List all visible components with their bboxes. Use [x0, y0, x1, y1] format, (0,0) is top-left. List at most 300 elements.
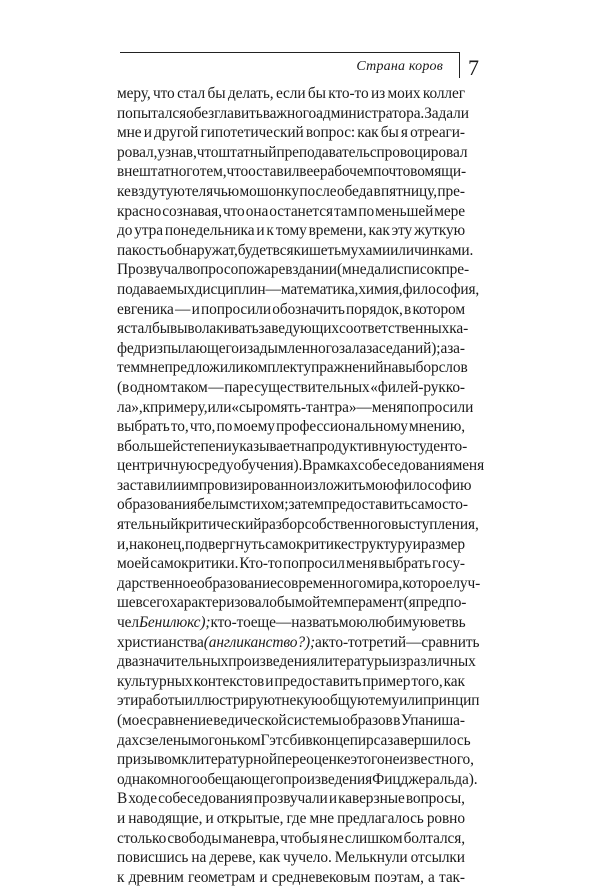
word: изложить	[304, 476, 366, 494]
word: моей	[117, 555, 150, 573]
word: внештатного	[117, 163, 200, 181]
word: и	[265, 672, 274, 690]
word: ла»,	[117, 398, 143, 416]
word: белым	[197, 496, 239, 514]
word: мошонку	[239, 182, 299, 200]
word: в	[117, 437, 125, 455]
word: однако	[117, 770, 161, 788]
word: эти	[117, 692, 139, 710]
word: предлагалось	[337, 809, 424, 827]
word: продуктивную	[311, 437, 406, 455]
word: самокритики.	[150, 555, 239, 573]
word: Гэтсби	[260, 731, 306, 749]
word: Бенилюкс);	[138, 614, 211, 632]
word: тем,	[199, 163, 227, 181]
word: Кто-то	[239, 555, 282, 573]
word: слов	[438, 359, 468, 377]
word: многообещающего	[160, 770, 284, 788]
word: темперамент	[320, 594, 404, 612]
body-text	[117, 84, 485, 887]
word: собеседования	[158, 790, 253, 808]
text-line	[117, 182, 465, 202]
word: и	[191, 300, 200, 318]
word: заведующих	[258, 320, 340, 338]
word: вся	[272, 241, 294, 259]
word: литературы	[317, 653, 392, 671]
word: таком	[170, 378, 208, 396]
word: госу-	[431, 555, 465, 573]
word: столько	[117, 829, 167, 847]
word: луч-	[452, 574, 481, 592]
word: ровал,	[117, 143, 158, 161]
word: предложили	[164, 359, 244, 377]
text-line	[117, 535, 465, 555]
word: ящи-	[434, 163, 467, 181]
text-line	[117, 691, 480, 711]
word: (я	[403, 594, 416, 612]
word: различных	[406, 653, 476, 671]
word: мою	[338, 614, 368, 632]
word: стал	[123, 320, 152, 338]
text-line	[117, 104, 469, 124]
word: коллег	[422, 85, 465, 102]
word: упражнений	[303, 359, 384, 377]
word: иллюстрируют	[184, 692, 282, 710]
word: котором	[412, 300, 465, 318]
word: сравнить	[421, 633, 480, 651]
word: стихом;	[238, 496, 289, 514]
word: мой	[294, 594, 321, 612]
word: рамках	[312, 457, 358, 475]
text-line	[117, 417, 465, 437]
word: обозначить	[272, 300, 345, 318]
word: произведения	[228, 653, 318, 671]
word: современного	[276, 574, 367, 592]
word: ятельный	[117, 516, 179, 534]
word: в	[299, 163, 307, 181]
word: что	[196, 143, 219, 161]
word: степени	[180, 437, 232, 455]
word: неизвестного,	[384, 751, 474, 769]
word: личинками.	[398, 241, 474, 259]
word: средневековым	[271, 868, 371, 886]
word: наводящие,	[128, 809, 203, 827]
word: я	[400, 124, 408, 142]
word: мне	[309, 809, 335, 827]
word: и	[259, 868, 268, 886]
word: как	[368, 222, 390, 240]
word: прозвучали	[253, 790, 328, 808]
word: времени,	[308, 222, 367, 240]
word: отреаги-	[410, 124, 465, 142]
word: центричную	[117, 457, 198, 475]
word: отсылки	[410, 849, 465, 867]
word: выступления,	[391, 516, 479, 534]
word: дисциплин	[194, 280, 266, 298]
word: зала	[339, 339, 367, 357]
word: по	[216, 418, 233, 436]
word: и	[238, 339, 248, 357]
word: бы	[307, 85, 326, 102]
word: разбор	[261, 516, 305, 534]
page-number: 7	[468, 55, 479, 80]
word: любимую	[367, 614, 432, 632]
text-line	[117, 84, 465, 104]
word: два	[117, 653, 139, 671]
word: меня	[345, 555, 378, 573]
word: и	[412, 535, 421, 553]
word: эту	[391, 222, 413, 240]
word: подвергнуть	[185, 535, 265, 553]
word: то,	[170, 418, 189, 436]
text-line	[117, 202, 465, 222]
word: паре	[224, 378, 254, 396]
word: будет	[237, 241, 273, 259]
text-line	[117, 829, 465, 849]
word: обезглавить	[186, 104, 263, 122]
text-line	[117, 260, 470, 280]
word: (в	[117, 378, 130, 396]
word: обнаружат,	[166, 241, 238, 259]
text-line	[117, 848, 465, 868]
word: дарственное	[117, 574, 198, 592]
word: меру,	[117, 85, 151, 102]
word: каверзные	[338, 790, 405, 808]
word: тем	[117, 359, 140, 377]
word: конце	[312, 731, 350, 749]
running-title: Страна коров	[356, 59, 443, 74]
word: «сыромять-тантра»	[231, 398, 357, 416]
word: попытался	[117, 104, 187, 122]
word: чучело.	[283, 849, 332, 867]
word: —	[406, 633, 422, 651]
word: о	[230, 261, 239, 279]
word: меня	[371, 398, 404, 416]
word: попросил	[282, 555, 345, 573]
text-line	[117, 378, 465, 398]
word: что	[226, 163, 249, 181]
word: мухами	[340, 241, 391, 259]
word: бы	[151, 320, 170, 338]
word: ходе	[128, 790, 157, 808]
word: и	[117, 809, 126, 827]
word: тему	[368, 692, 400, 710]
word: как	[258, 849, 281, 867]
word: собственного	[304, 516, 392, 534]
word: контекстов	[193, 672, 265, 690]
word: другой	[154, 124, 199, 142]
word: обеда	[336, 182, 374, 200]
word: пылающего	[162, 339, 239, 357]
word: геометрам	[187, 868, 256, 886]
word: —	[175, 300, 191, 318]
word: в	[285, 261, 293, 279]
text-line	[117, 456, 485, 476]
word: после	[299, 182, 337, 200]
word: останется	[269, 202, 333, 220]
word: что	[222, 202, 245, 220]
word: моих	[387, 85, 421, 102]
word: если	[275, 85, 306, 102]
word: почтовом	[373, 163, 435, 181]
word: пирса	[349, 731, 388, 749]
word: выбрать	[378, 555, 431, 573]
word: меньшей	[375, 202, 434, 220]
word: ка-	[449, 320, 469, 338]
word: понедельника	[164, 222, 255, 240]
word: сознавая,	[162, 202, 222, 220]
word: администратора.	[316, 104, 425, 122]
word: христианства	[117, 633, 204, 651]
text-line	[117, 672, 465, 692]
word: мнению,	[409, 418, 465, 436]
text-line	[117, 809, 465, 829]
text-line	[117, 437, 468, 457]
word: вопрос	[185, 261, 231, 279]
word: на	[296, 437, 312, 455]
word: так-	[439, 868, 465, 886]
word: и,	[117, 535, 129, 553]
text-line	[117, 750, 474, 770]
word: переоценке	[276, 751, 351, 769]
word: философия,	[402, 280, 480, 298]
word: где	[286, 809, 307, 827]
text-line	[117, 770, 478, 790]
text-line	[117, 358, 468, 378]
word: философию	[394, 476, 472, 494]
word: образования	[117, 496, 198, 514]
word: заставили	[117, 476, 182, 494]
word: жуткую	[414, 222, 465, 240]
word: предоставить	[274, 672, 362, 690]
word: завершилось	[387, 731, 471, 749]
word: затем	[288, 496, 324, 514]
word: обучения).	[233, 457, 303, 475]
word: (англиканство?);	[203, 633, 316, 651]
word: общую	[322, 692, 369, 710]
word: попросили	[200, 300, 272, 318]
word: преподаватель	[276, 143, 370, 161]
text-line	[117, 280, 480, 300]
word: произведения	[283, 770, 373, 788]
word: —	[275, 614, 292, 632]
word: математика,	[280, 280, 359, 298]
text-line	[117, 162, 465, 182]
word: в	[305, 731, 313, 749]
text-line	[117, 731, 471, 751]
word: наконец,	[129, 535, 185, 553]
word: (мое	[117, 712, 147, 729]
word: в	[393, 712, 401, 729]
word: к	[181, 751, 189, 769]
word: и	[256, 222, 265, 240]
word: того,	[411, 672, 443, 690]
word: пре-	[441, 261, 470, 279]
word: к	[266, 222, 274, 240]
word: критический	[178, 516, 262, 534]
text-line	[117, 593, 465, 613]
word: комплект	[243, 359, 304, 377]
word: как	[443, 672, 465, 690]
word: работы	[138, 692, 185, 710]
word: огоньком	[200, 731, 261, 749]
word: с	[139, 731, 146, 749]
word: вопросы,	[405, 790, 465, 808]
word: выбрать	[117, 418, 170, 436]
word: утра	[134, 222, 163, 240]
word: я	[117, 320, 124, 338]
word: кто-то	[321, 633, 363, 651]
word: за-	[447, 339, 465, 357]
word: попросили	[403, 398, 474, 416]
word: а	[428, 868, 435, 886]
word: чел	[117, 614, 139, 632]
word: указывает	[231, 437, 297, 455]
text-line	[117, 652, 476, 672]
word: бы	[380, 124, 399, 142]
word: по	[358, 202, 375, 220]
word: импровизированно	[181, 476, 305, 494]
word: дали	[366, 261, 397, 279]
word: или	[399, 692, 423, 710]
word: призывом	[117, 751, 182, 769]
word: дереве,	[209, 849, 256, 867]
word: до	[117, 222, 133, 240]
word: зеленым	[145, 731, 201, 749]
word: из	[391, 653, 407, 671]
word: поэтам,	[374, 868, 424, 886]
word: и	[328, 790, 337, 808]
word: мою	[365, 476, 395, 494]
word: и	[205, 809, 214, 827]
word: тому	[275, 222, 307, 240]
word: системы	[287, 712, 342, 729]
text-line	[117, 495, 468, 515]
text-line	[117, 789, 465, 809]
word: структуру	[347, 535, 413, 553]
text-line	[117, 241, 474, 261]
word: как	[357, 124, 379, 142]
text-line	[117, 339, 465, 359]
word: самокритике	[265, 535, 348, 553]
word: к	[117, 868, 125, 886]
word: подаваемых	[117, 280, 195, 298]
word: на	[191, 849, 207, 867]
word: —	[265, 280, 281, 298]
word: ровно	[426, 809, 465, 827]
word: одном	[129, 378, 170, 396]
word: (мне	[336, 261, 367, 279]
word: Упаниша-	[400, 712, 465, 729]
word: выбор	[398, 359, 439, 377]
word: она	[245, 202, 269, 220]
word: образование	[197, 574, 277, 592]
word: ее	[306, 163, 320, 181]
word: ведической	[213, 712, 287, 729]
word: в	[404, 300, 412, 318]
word: —	[356, 398, 372, 416]
word: заседаний);	[366, 339, 441, 357]
word: примеру,	[150, 398, 208, 416]
text-line	[117, 143, 468, 163]
word: кто-то	[210, 614, 251, 632]
word: болтался,	[403, 829, 465, 847]
word: федр	[117, 339, 149, 357]
word: дах	[117, 731, 140, 749]
word: образов	[342, 712, 393, 729]
word: кто-то	[328, 85, 369, 102]
word: рабочем	[319, 163, 374, 181]
word: самосто-	[410, 496, 468, 514]
text-line	[117, 574, 481, 594]
word: в	[373, 182, 381, 200]
word: пример	[362, 672, 411, 690]
word: стал	[177, 85, 206, 102]
word: мере	[434, 202, 465, 220]
word: назвать	[291, 614, 339, 632]
word: ветвь	[431, 614, 466, 632]
word: или	[207, 398, 232, 416]
word: мира,	[366, 574, 403, 592]
word: не	[328, 829, 344, 847]
text-line	[117, 711, 465, 731]
word: слишком	[344, 829, 403, 847]
text-line	[117, 398, 474, 418]
word: литературной	[188, 751, 277, 769]
word: всего	[135, 594, 170, 612]
word: порядок,	[346, 300, 403, 318]
word: оставил	[248, 163, 300, 181]
word: и	[143, 124, 152, 142]
word: Задали	[424, 104, 469, 122]
word: древним	[128, 868, 184, 886]
text-line	[117, 868, 465, 887]
text-line	[117, 613, 465, 633]
word: штатный	[218, 143, 277, 161]
word: гипотетический	[200, 124, 304, 142]
word: повисшись	[117, 849, 189, 867]
word: бы	[276, 594, 295, 612]
word: открытые,	[216, 809, 284, 827]
word: меня	[452, 457, 485, 475]
word: характеризовало	[169, 594, 277, 612]
word: красно	[117, 202, 162, 220]
word: бы	[207, 85, 226, 102]
word: большей	[124, 437, 181, 455]
word: Мелькнули	[334, 849, 408, 867]
word: размер	[420, 535, 465, 553]
word: к	[142, 398, 151, 416]
word: Прозвучал	[117, 261, 186, 279]
word: вздутую	[131, 182, 185, 200]
word: среду	[197, 457, 234, 475]
word: еще	[250, 614, 276, 632]
word: из	[148, 339, 163, 357]
word: этого	[350, 751, 385, 769]
word: спровоцировал	[369, 143, 468, 161]
word: задымленного	[247, 339, 339, 357]
word: евгеника	[117, 300, 174, 318]
word: что,	[189, 418, 216, 436]
word: третий	[362, 633, 407, 651]
word: Фицджеральда).	[372, 770, 478, 788]
word: существительных	[254, 378, 370, 396]
word: пре-	[437, 182, 465, 200]
word: значительных	[138, 653, 229, 671]
word: мне	[117, 124, 142, 142]
word: «филей-рукко-	[370, 378, 465, 396]
word: культурных	[117, 672, 193, 690]
